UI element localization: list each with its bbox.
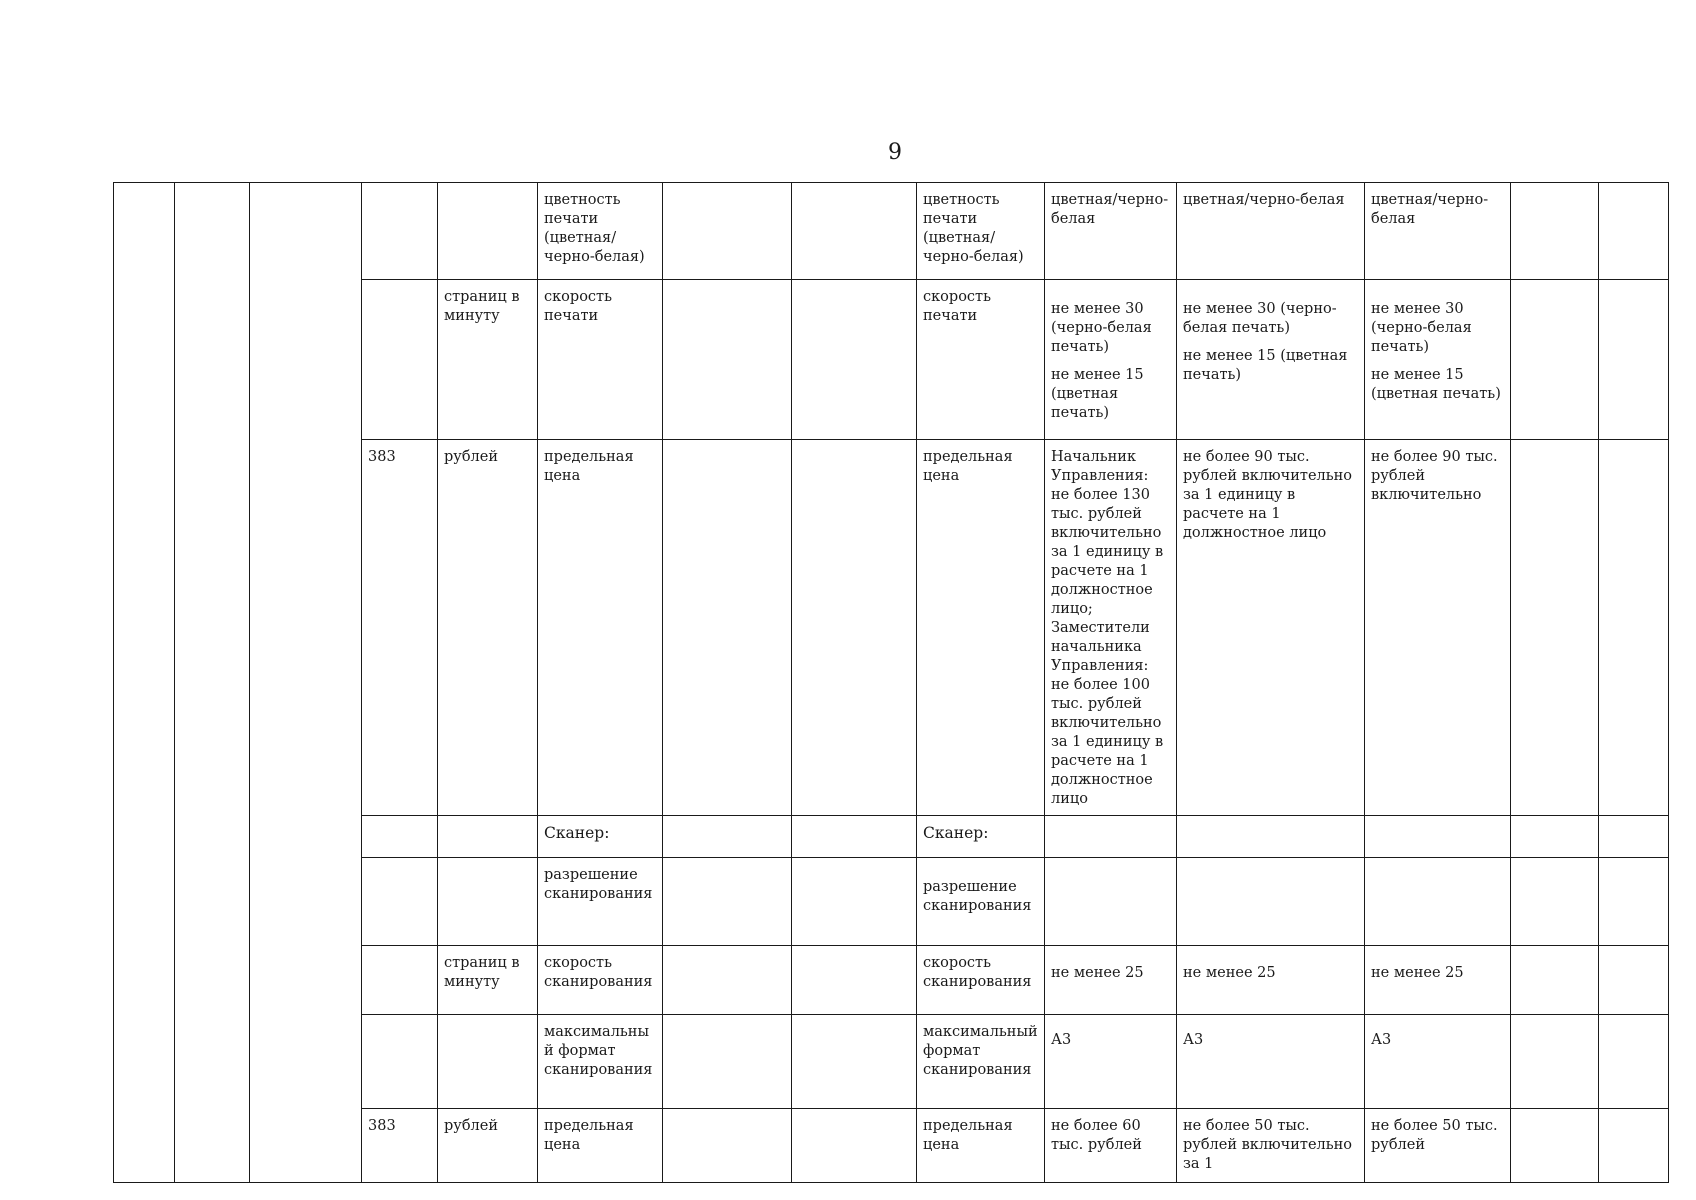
code-cell: 383: [362, 1109, 438, 1183]
value-head-cell: [1045, 816, 1177, 858]
value-deputy-cell: не более 90 тыс. рублей включительно за 1 единицу в расчете на 1 должностное лицо: [1177, 440, 1365, 816]
value-other-cell: не менее 25: [1365, 946, 1511, 1015]
empty-cell: [663, 183, 792, 280]
empty-cell: [792, 946, 917, 1015]
empty-cell: [663, 1015, 792, 1109]
empty-cell: [1511, 440, 1599, 816]
requirements-table: [113, 182, 1669, 1183]
value-other-cell: цветная/черно-белая: [1365, 183, 1511, 280]
value-line: не менее 15 (цветная печать): [1051, 367, 1144, 421]
code-cell: [362, 1015, 438, 1109]
value-other-cell: [1365, 280, 1511, 440]
empty-cell: [792, 280, 917, 440]
empty-cell: [792, 1015, 917, 1109]
value-deputy-cell: [1177, 280, 1365, 440]
value-other-cell: не более 50 тыс. рублей: [1365, 1109, 1511, 1183]
characteristic-cell: скорость печати: [538, 280, 663, 440]
value-head-cell: [1045, 858, 1177, 946]
characteristic-cell: предельная цена: [538, 440, 663, 816]
value-head-cell: не менее 25: [1045, 946, 1177, 1015]
characteristic-cell: максимальный формат сканирования: [538, 1015, 663, 1109]
empty-cell: [1599, 858, 1669, 946]
characteristic-cell: цветность печати (цветная/черно-белая): [538, 183, 663, 280]
empty-cell: [792, 1109, 917, 1183]
value-head-cell: А3: [1045, 1015, 1177, 1109]
empty-cell: [1599, 183, 1669, 280]
unit-cell: страниц в минуту: [438, 280, 538, 440]
empty-cell: [792, 858, 917, 946]
characteristic-cell: предельная цена: [917, 1109, 1045, 1183]
value-deputy-cell: [1177, 816, 1365, 858]
value-line: не менее 30 (черно-белая печать): [1051, 301, 1152, 355]
table-row: [114, 183, 1669, 280]
characteristic-cell: цветность печати (цветная/черно-белая): [917, 183, 1045, 280]
characteristic-cell: предельная цена: [917, 440, 1045, 816]
section-heading-cell: Сканер:: [917, 816, 1045, 858]
value-deputy-cell: не более 50 тыс. рублей включительно за 1: [1177, 1109, 1365, 1183]
unit-cell: страниц в минуту: [438, 946, 538, 1015]
empty-cell: [1599, 946, 1669, 1015]
code-cell: 383: [362, 440, 438, 816]
empty-cell: [175, 183, 250, 1183]
section-heading-cell: Сканер:: [538, 816, 663, 858]
empty-cell: [250, 183, 362, 1183]
unit-cell: рублей: [438, 1109, 538, 1183]
value-head-cell: не более 60 тыс. рублей: [1045, 1109, 1177, 1183]
empty-cell: [1599, 1109, 1669, 1183]
page-number: 9: [888, 140, 902, 165]
empty-cell: [1511, 183, 1599, 280]
empty-cell: [663, 440, 792, 816]
empty-cell: [114, 183, 175, 1183]
unit-cell: [438, 858, 538, 946]
empty-cell: [1599, 816, 1669, 858]
empty-cell: [1599, 1015, 1669, 1109]
empty-cell: [1511, 1015, 1599, 1109]
value-deputy-cell: цветная/черно-белая: [1177, 183, 1365, 280]
characteristic-cell: максимальный формат сканирования: [917, 1015, 1045, 1109]
value-other-cell: [1365, 816, 1511, 858]
value-head-cell: цветная/черно-белая: [1045, 183, 1177, 280]
empty-cell: [1511, 280, 1599, 440]
characteristic-cell: разрешение сканирования: [917, 858, 1045, 946]
code-cell: [362, 280, 438, 440]
empty-cell: [1511, 946, 1599, 1015]
empty-cell: [792, 440, 917, 816]
characteristic-cell: скорость сканирования: [917, 946, 1045, 1015]
characteristic-cell: скорость сканирования: [538, 946, 663, 1015]
value-line: не менее 15 (цветная печать): [1371, 367, 1501, 402]
empty-cell: [1599, 280, 1669, 440]
empty-cell: [1511, 858, 1599, 946]
value-head-cell: Начальник Управления: не более 130 тыс. рублей включительно за 1 единицу в расчете на 1 должностное лицо; Заместители начальника Управления: не более 100 тыс. рублей включительно за 1 единицу в расчете на 1 должностное лицо: [1045, 440, 1177, 816]
value-deputy-cell: не менее 25: [1177, 946, 1365, 1015]
code-cell: [362, 183, 438, 280]
unit-cell: [438, 816, 538, 858]
value-deputy-cell: А3: [1177, 1015, 1365, 1109]
value-other-cell: А3: [1365, 1015, 1511, 1109]
value-other-cell: не более 90 тыс. рублей включительно: [1365, 440, 1511, 816]
unit-cell: рублей: [438, 440, 538, 816]
value-head-cell: [1045, 280, 1177, 440]
value-line: не менее 30 (черно-белая печать): [1371, 301, 1472, 355]
empty-cell: [792, 816, 917, 858]
characteristic-cell: скорость печати: [917, 280, 1045, 440]
empty-cell: [663, 1109, 792, 1183]
code-cell: [362, 816, 438, 858]
code-cell: [362, 946, 438, 1015]
empty-cell: [1511, 1109, 1599, 1183]
unit-cell: [438, 183, 538, 280]
unit-cell: [438, 1015, 538, 1109]
value-deputy-cell: [1177, 858, 1365, 946]
value-line: не менее 15 (цветная печать): [1183, 348, 1348, 383]
empty-cell: [663, 946, 792, 1015]
value-line: не менее 30 (черно-белая печать): [1183, 301, 1337, 336]
empty-cell: [1599, 440, 1669, 816]
empty-cell: [663, 816, 792, 858]
empty-cell: [792, 183, 917, 280]
characteristic-cell: предельная цена: [538, 1109, 663, 1183]
empty-cell: [1511, 816, 1599, 858]
empty-cell: [663, 858, 792, 946]
code-cell: [362, 858, 438, 946]
characteristic-cell: разрешение сканирования: [538, 858, 663, 946]
empty-cell: [663, 280, 792, 440]
value-other-cell: [1365, 858, 1511, 946]
